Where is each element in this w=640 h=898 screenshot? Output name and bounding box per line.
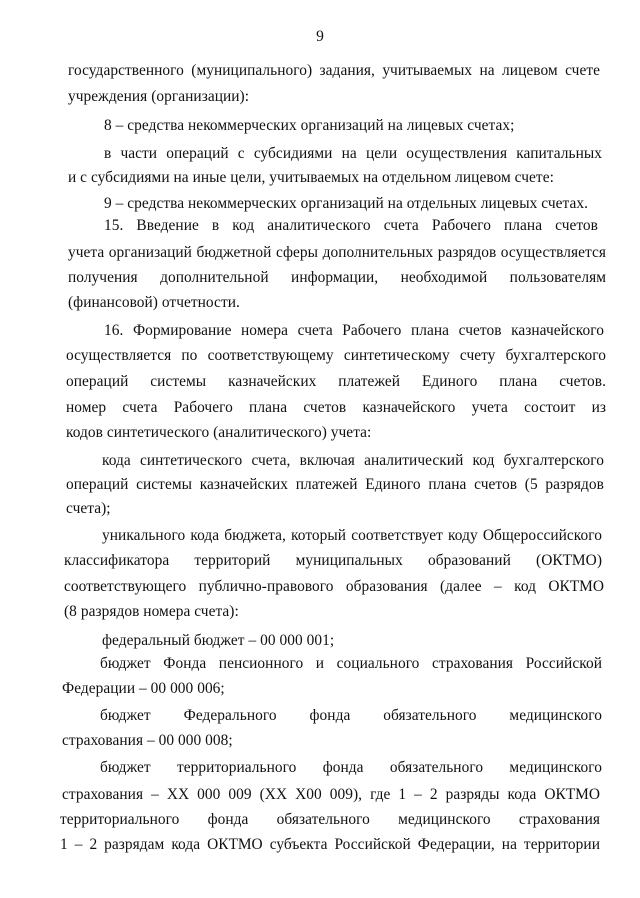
text-line: осуществляется по соответствующему синтетическому счету бухгалтерского xyxy=(66,347,606,364)
text-line: уникального кода бюджета, который соответствует коду Общероссийского xyxy=(102,527,602,544)
text-line: и с субсидиями на иные цели, учитываемых на отдельном лицевом счете: xyxy=(68,169,554,186)
text-line: государственного (муниципального) задания, учитываемых на лицевом счете xyxy=(68,62,600,79)
text-line: кода синтетического счета, включая аналитический код бухгалтерского xyxy=(102,452,604,469)
text-line: 1 – 2 разрядам кода ОКТМО субъекта Российской Федерации, на территории xyxy=(60,836,600,853)
text-line: учреждения (организации): xyxy=(68,88,250,105)
text-line: номер счета Рабочего плана счетов казначейского учета состоит из xyxy=(66,399,606,416)
text-line: получения дополнительной информации, необходимой пользователям xyxy=(68,269,606,286)
text-line: операций системы казначейских платежей Единого плана счетов. xyxy=(66,373,606,390)
text-line: 8 – средства некоммерческих организаций на лицевых счетах; xyxy=(104,117,515,134)
text-line: счета); xyxy=(66,500,111,517)
text-line: страхования – 00 000 008; xyxy=(62,732,233,749)
text-line: бюджет территориального фонда обязательного медицинского xyxy=(100,759,602,776)
text-line: бюджет Фонда пенсионного и социального страхования Российской xyxy=(100,655,602,672)
text-line: бюджет Федерального фонда обязательного медицинского xyxy=(100,707,602,724)
text-line: соответствующего публично-правового образования (далее – код ОКТМО xyxy=(64,578,604,595)
text-line: в части операций с субсидиями на цели осуществления капитальных xyxy=(104,145,602,162)
text-line: территориального фонда обязательного медицинского страхования xyxy=(60,811,600,828)
text-line: учета организаций бюджетной сферы дополнительных разрядов осуществляется xyxy=(68,244,606,261)
text-line: страхования – ХХ 000 009 (ХХ Х00 009), где 1 – 2 разряды кода ОКТМО xyxy=(62,786,600,803)
text-line: Федерации – 00 000 006; xyxy=(62,680,225,697)
page-number: 9 xyxy=(316,28,324,45)
text-line: (финансовой) отчетности. xyxy=(68,294,240,311)
text-line: федеральный бюджет – 00 000 001; xyxy=(102,632,335,649)
text-line: операций системы казначейских платежей Единого плана счетов (5 разрядов xyxy=(66,476,604,493)
text-line: 16. Формирование номера счета Рабочего плана счетов казначейского xyxy=(104,322,604,339)
text-line: (8 разрядов номера счета): xyxy=(64,603,239,620)
text-line: кодов синтетического (аналитического) учета: xyxy=(66,424,372,441)
text-line: 15. Введение в код аналитического счета Рабочего плана счетов xyxy=(104,217,598,234)
text-line: классификатора территорий муниципальных образований (ОКТМО) xyxy=(64,552,602,569)
text-line: 9 – средства некоммерческих организаций на отдельных лицевых счетах. xyxy=(104,195,589,212)
